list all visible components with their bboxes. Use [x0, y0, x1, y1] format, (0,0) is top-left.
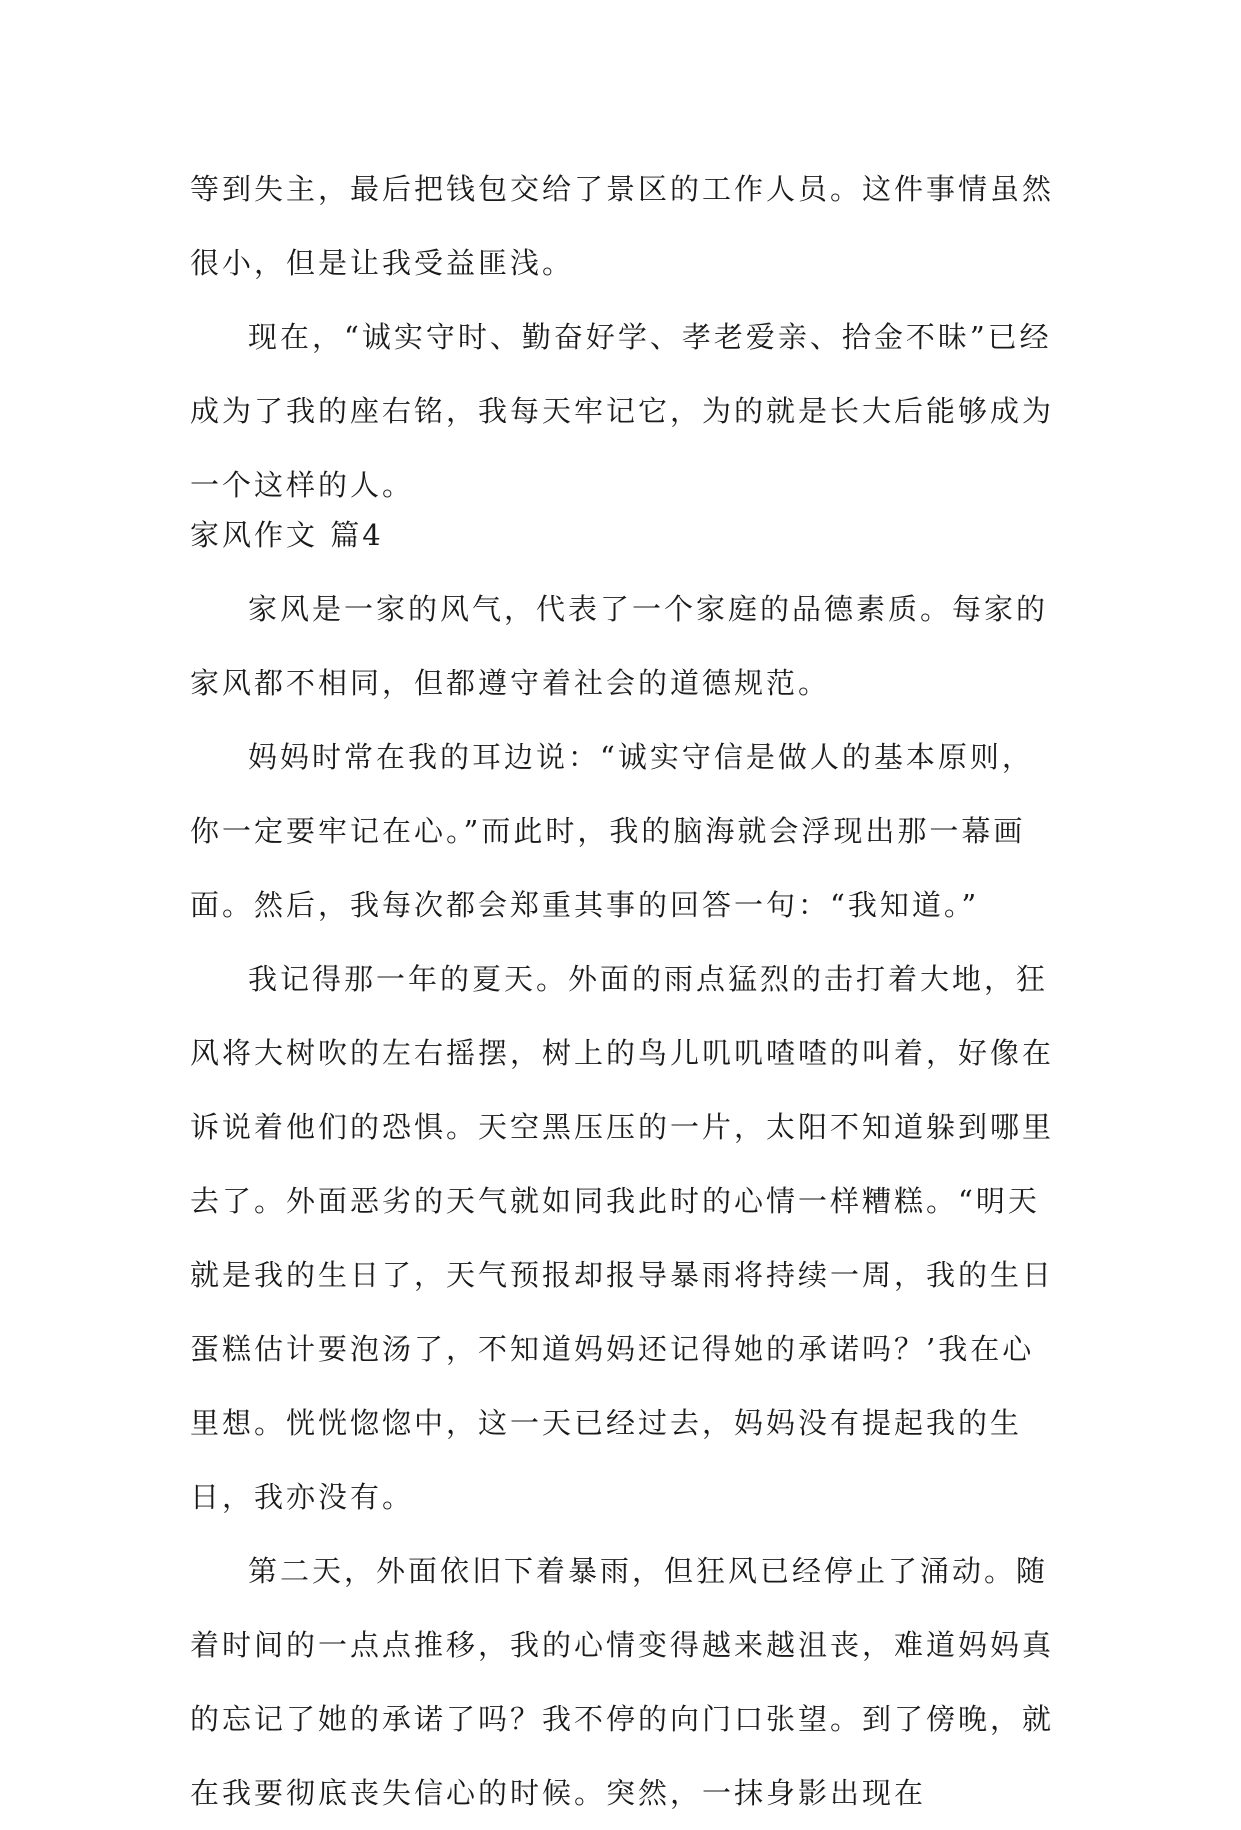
paragraph-1: 家风是一家的风气，代表了一个家庭的品德素质。每家的家风都不相同，但都遵守着社会的道德规范。 — [190, 592, 1049, 700]
paragraph-2: 妈妈时常在我的耳边说：“诚实守信是做人的基本原则，你一定要牢记在心。”而此时，我的脑海就会浮现出那一幕画面。然后，我每次都会郑重其事的回答一句：“我知道。” — [190, 740, 1034, 922]
section-heading: 家风作文 篇4 — [190, 518, 384, 552]
continuation-text — [190, 152, 1060, 522]
paragraph-motto: 现在，“诚实守时、勤奋好学、孝老爱亲、拾金不昧”已经成为了我的座右铭，我每天牢记它，为的就是长大后能够成为一个这样的人。 — [190, 320, 1055, 502]
paragraph-3: 我记得那一年的夏天。外面的雨点猛烈的击打着大地，狂风将大树吹的左右摇摆，树上的鸟儿叽叽喳喳的叫着，好像在诉说着他们的恐惧。天空黑压压的一片，太阳不知道躲到哪里去了。外面恶劣的天气就如同我此时的心情一样糟糕。“明天就是我的生日了，天气预报却报导暴雨将持续一周，我的生日蛋糕估计要泡汤了，不知道妈妈还记得她的承诺吗？’我在心里想。恍恍惚惚中，这一天已经过去，妈妈没有提起我的生日，我亦没有。 — [190, 962, 1055, 1514]
essay-section — [190, 498, 1060, 1830]
paragraph-continued: 等到失主，最后把钱包交给了景区的工作人员。这件事情虽然很小，但是让我受益匪浅。 — [190, 172, 1055, 280]
paragraph-4: 第二天，外面依旧下着暴雨，但狂风已经停止了涌动。随着时间的一点点推移，我的心情变得越来越沮丧，难道妈妈真的忘记了她的承诺了吗？我不停的向门口张望。到了傍晚，就在我要彻底丧失信心的时候。突然，一抹身影出现在 — [190, 1554, 1055, 1810]
